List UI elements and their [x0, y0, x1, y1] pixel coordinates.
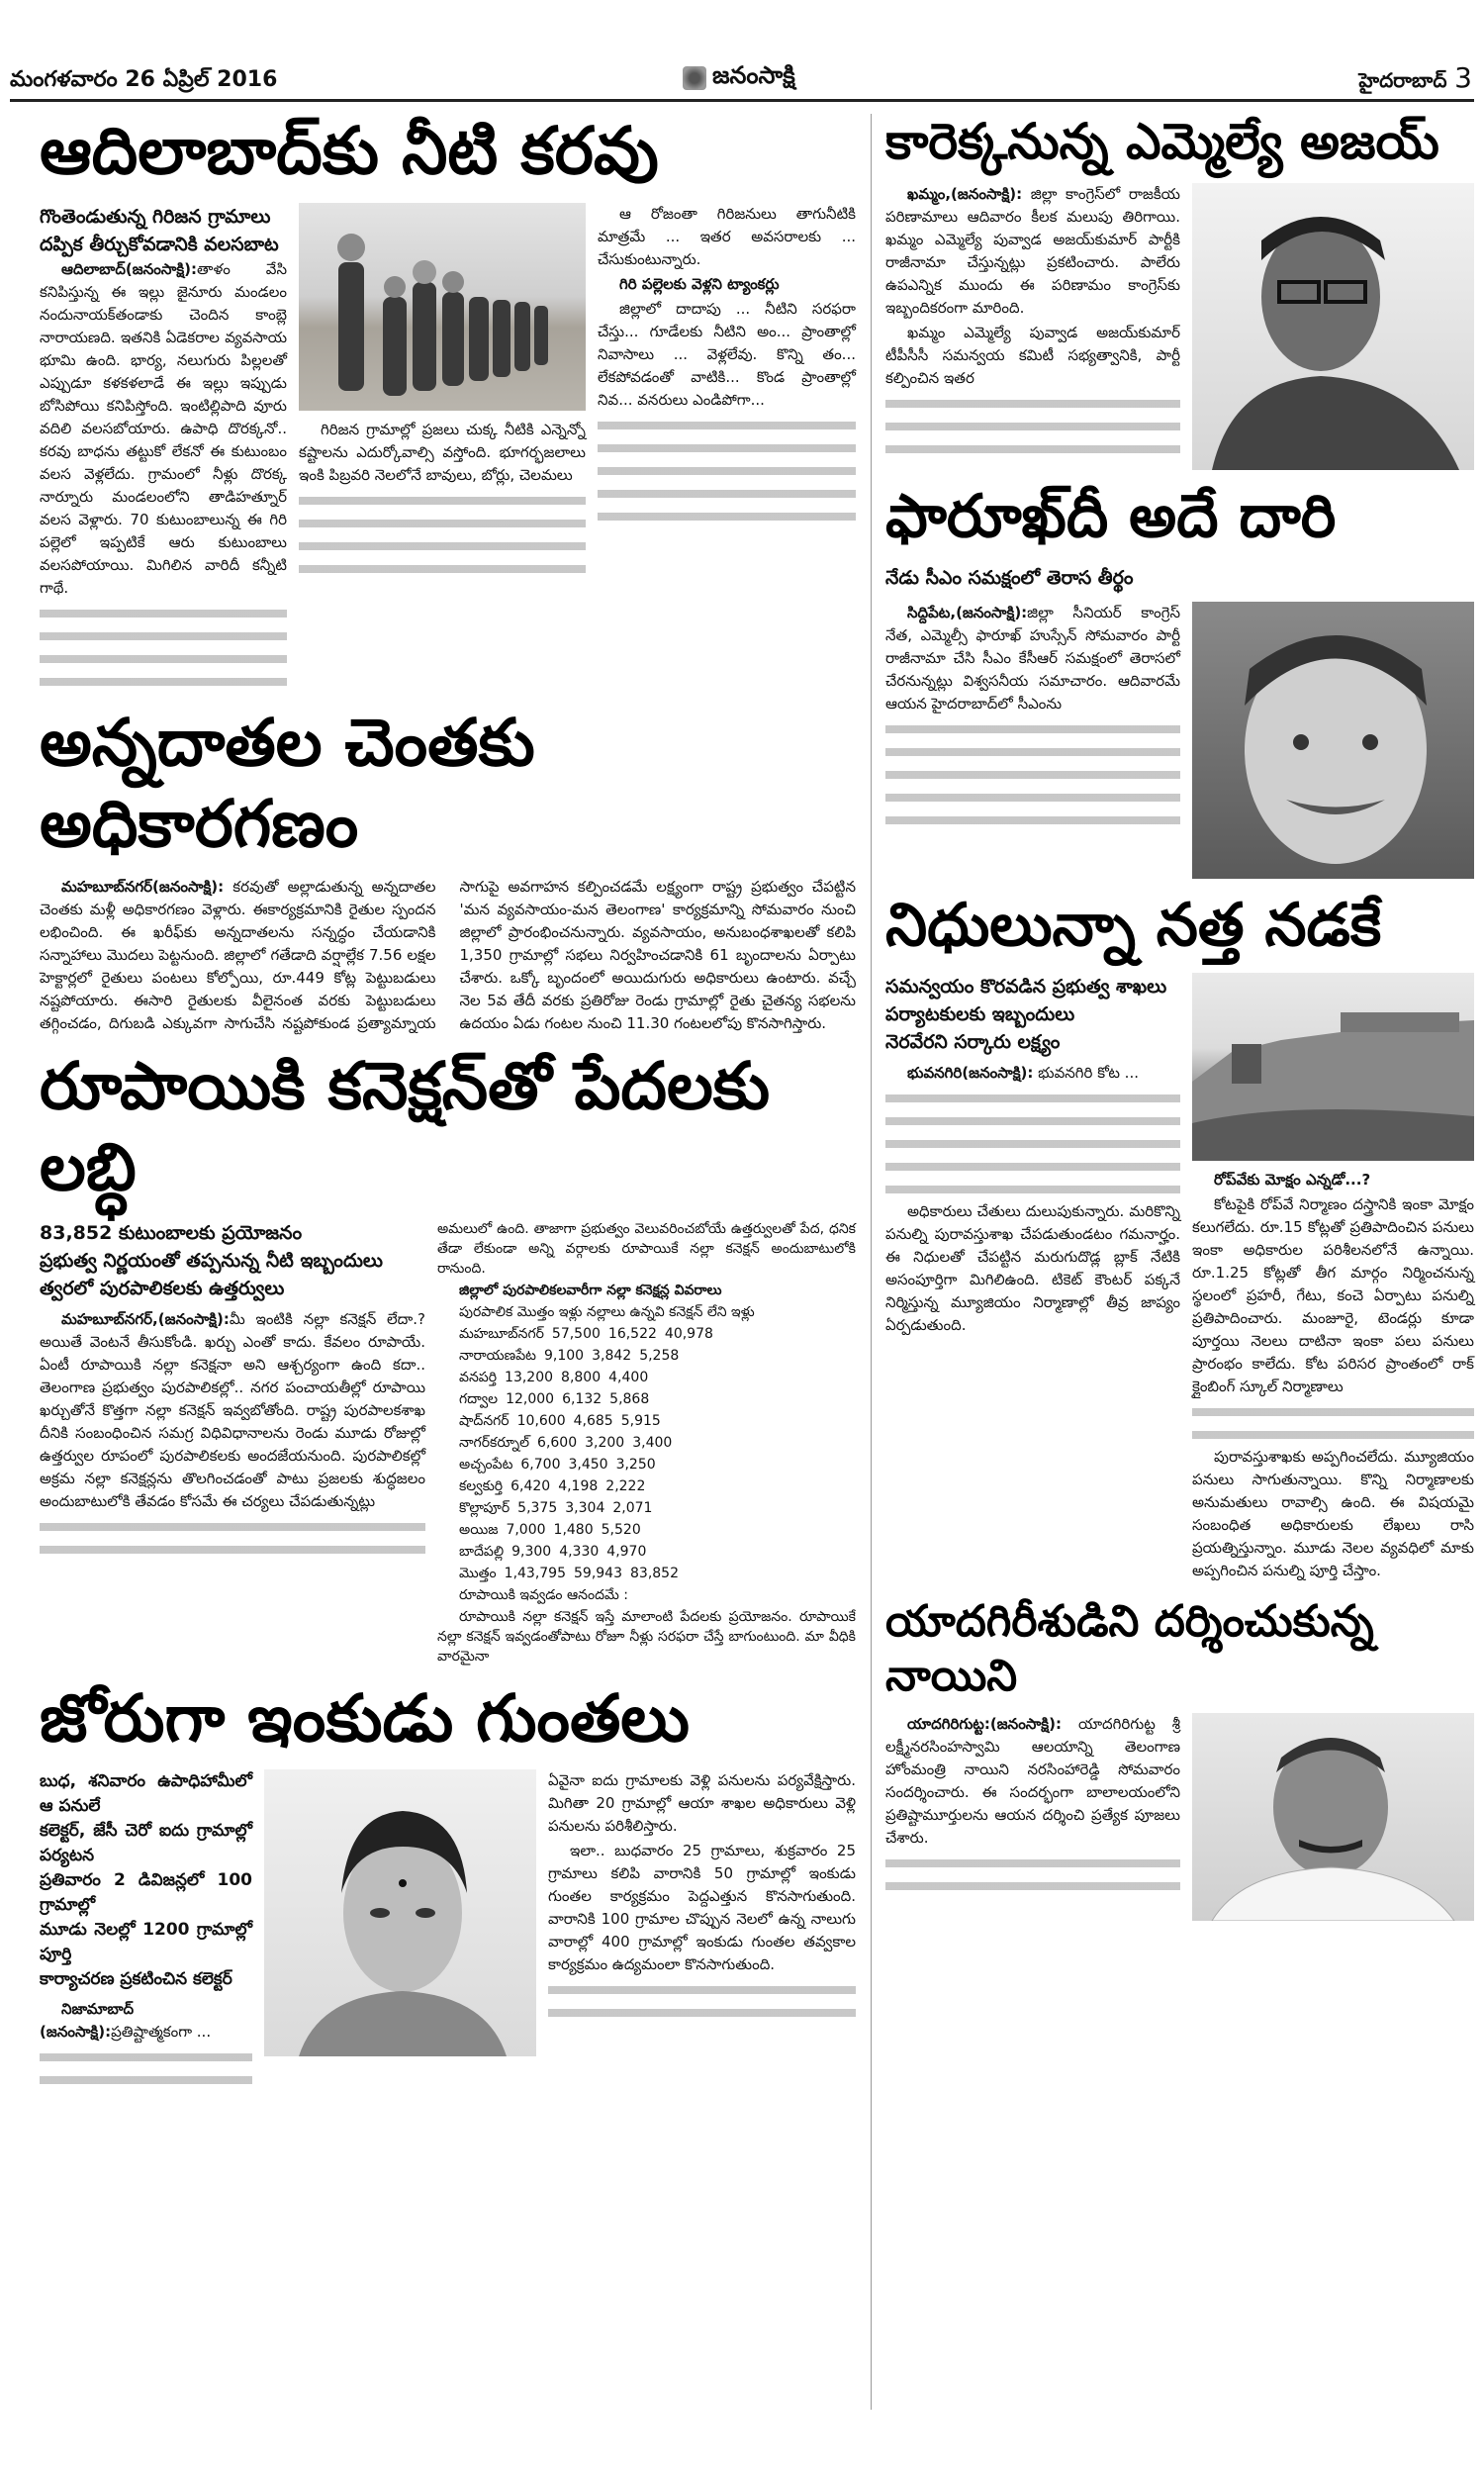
table-cell-total: 7,000 [506, 1521, 546, 1538]
table-cell-without: 83,852 [630, 1565, 679, 1581]
section-heading: రూపాయికి ఇవ్వడం ఆనందమే : [459, 1586, 628, 1603]
paper-name: జనంసాక్షి [712, 61, 795, 89]
table-row [437, 1476, 856, 1496]
left-column [40, 111, 856, 2091]
table-cell-with: 59,943 [574, 1565, 622, 1581]
photo-collector [264, 1769, 536, 2056]
table-cell-without: 4,400 [608, 1369, 649, 1385]
headline-farooq: ఫారూఖ్‌దీ అదే దారి [885, 481, 1337, 551]
dateline: మహబూబ్‌నగర్(జనంసాక్షి): [61, 877, 225, 896]
table-cell-without: 2,071 [612, 1499, 653, 1516]
table-cell-town: అయిజ [459, 1521, 499, 1538]
table-cell-without: 5,915 [620, 1412, 661, 1429]
body-text: ఖమ్మం ఎమ్మెల్యే పువ్వాడ అజయ్‌కుమార్ టీపీసీసీ సమన్వయ కమిటీ సభ్యత్వానికి, పార్టీ కల్పించిన ఇతర [885, 323, 1180, 387]
article-rupayi [40, 1219, 856, 1668]
dateline: ఖమ్మం,(జనంసాక్షి): [907, 184, 1023, 203]
subhead: దప్పిక తీర్చుకోవడానికి వలసబాట [40, 233, 279, 255]
table-cell-with: 8,800 [561, 1369, 602, 1385]
article-body-annadata [40, 876, 856, 1036]
subhead-farooq: నేడు సీఎం సమక్షంలో తెరాస తీర్థం [885, 566, 1134, 589]
subheads-adilabad [40, 203, 287, 258]
masthead-rule [10, 99, 1474, 102]
article-body-adilabad [40, 203, 287, 693]
table-cell-town: వనపర్తి [459, 1369, 498, 1385]
photo-mla-ajay [1192, 183, 1474, 470]
dateline: మహబూబ్‌నగర్,(జనంసాక్షి): [61, 1309, 230, 1328]
body-text-continued [885, 717, 1180, 831]
body-text: కోటపైకి రోప్‌వే నిర్మాణం దస్త్రానికి ఇంకా మోక్షం కలుగలేదు. రూ.15 కోట్లతో ప్రతిపాదించిన పనులు ఇంకా అధికారుల పరిశీలనలోనే ఉన్నాయి. రూ.1.25 కోట్లతో తీగ మార్గం నిర్మించనున్న స్థలంలో ప్రహరీ, గేటు, కంచె ఏర్పాటు పనుల్ని ప్రతిపాదించారు. మంజూరై, టెండర్లు కూడా పూర్తయి నెలలు దాటినా ఇంకా పలు పనులు ప్రారంభం కాలేదు. కోట పరిసర ప్రాంతంలో రాక్ క్లైంబింగ్ స్కూల్ నిర్మాణాలు [1192, 1194, 1474, 1395]
body-text-continued [885, 392, 1180, 460]
subhead: పర్యాటకులకు ఇబ్బందులు [885, 1002, 1075, 1025]
table-cell-with: 6,132 [562, 1390, 603, 1407]
body-text: ఏవైనా ఐదు గ్రామాలకు వెళ్లి పనులను పర్యవేక్షిస్తారు. మిగితా 20 గ్రామాల్లో ఆయా శాఖల అధికారులు వెళ్లి పనులను పరిశీలిస్తారు. [548, 1771, 856, 1835]
article-body-rupayi-col2 [437, 1219, 856, 1668]
article-body-rupayi [40, 1219, 425, 1561]
headline-annadata: అన్నదాతల చెంతకు అధికారగణం [40, 704, 535, 862]
table-cell-without: 3,250 [615, 1456, 656, 1473]
dateline: నిజామాబాద్ (జనంసాక్షి): [40, 2000, 135, 2041]
body-text: జిల్లాలో దాదాపు ... నీటిని సరఫరా చేస్తు... గూడేలకు నీటిని అం... ప్రాంతాల్లో నివాసాలు ... వెళ్లలేవు. కొన్ని తం... లేకపోవడంతో వాటికి... కొండ ప్రాంతాల్లో నివ... వనరులు ఎండిపోగా... [598, 299, 856, 409]
table-cell-without: 4,970 [606, 1543, 647, 1560]
table-row [437, 1455, 856, 1475]
section-heading: రోప్‌వేకు మోక్షం ఎన్నడో...? [1214, 1170, 1371, 1189]
body-text: జిల్లా కాంగ్రెస్‌లో రాజకీయ పరిణామాలు ఆదివారం కీలక మలుపు తిరిగాయి. ఖమ్మం ఎమ్మెల్యే పువ్వాడ అజయ్‌కుమార్ పార్టీకి రాజీనామా చేస్తున్నట్లు ప్రకటించారు. పాలేరు ఉపఎన్నిక ముందు ఈ పరిణామం కాంగ్రెస్‌కు ఇబ్బందికరంగా మారింది. [885, 184, 1180, 317]
table-cell-with: 1,480 [553, 1521, 594, 1538]
headline-yadagiri: యాదగిరీశుడిని దర్శించుకున్న నాయిని [885, 1595, 1374, 1701]
article-body-farooq [885, 602, 1180, 831]
table-cell-town: మొత్తం [459, 1565, 497, 1581]
photo-farooq-hussain [1192, 602, 1474, 879]
table-cell-total: 6,600 [537, 1434, 578, 1451]
table-row [437, 1389, 856, 1409]
table-cell-town: బాదేపల్లి [459, 1543, 505, 1560]
body-text-continued [299, 489, 586, 580]
table-cell-town: అచ్చంపేట [459, 1456, 513, 1473]
subhead: మూడు నెలల్లో 1200 గ్రామాల్లో పూర్తి [40, 1920, 252, 1964]
photo-bhuvanagiri-fort [1192, 973, 1474, 1161]
body-text-continued [40, 602, 287, 693]
portrait-image [1192, 602, 1474, 879]
table-row [437, 1368, 856, 1387]
body-text-continued [885, 1087, 1180, 1200]
body-text: పురావస్తుశాఖకు అప్పగించలేదు. మ్యూజియం పనులు సాగుతున్నాయి. కొన్ని నిర్మాణాలకు అనుమతులు రావాల్సి ఉంది. ఈ విషయమై సంబంధిత అధికారులకు లేఖలు రాసి ప్రయత్నిస్తున్నాం. మూడు నెలల వ్యవధిలో మాకు అప్పగించిన పనుల్ని పూర్తి చేస్తాం. [1192, 1447, 1474, 1579]
subheads-jorugaa [40, 1769, 252, 1992]
subhead: సమన్వయం కొరవడిన ప్రభుత్వ శాఖలు [885, 975, 1167, 998]
subhead: బుధ, శనివారం ఉపాధిహామీలో ఆ పనులే [40, 1771, 252, 1816]
table-row [437, 1411, 856, 1431]
table-cell-town: కొల్లాపూర్ [459, 1499, 510, 1516]
table-row [437, 1433, 856, 1453]
women-carrying-pots-image [299, 203, 586, 411]
body-text: అమలులో ఉంది. తాజాగా ప్రభుత్వం వెలువరించబోయే ఉత్తర్వులతో పేద, ధనిక తేడా లేకుండా అన్ని వర్గాలకు రూపాయికే నల్లా కనెక్షన్ అందుబాటులోకి రానుంది. [437, 1220, 856, 1277]
body-text-continued [885, 1852, 1180, 1897]
table-cell-without: 2,222 [605, 1477, 646, 1494]
logo-icon [683, 66, 706, 90]
table-cell-total: 57,500 [551, 1325, 601, 1342]
article-nidhulunna [885, 973, 1474, 1584]
table-cell-town: గద్వాల [459, 1390, 499, 1407]
body-text: యాదగిరిగుట్ట శ్రీ లక్ష్మీనరసింహస్వామి ఆలయాన్ని తెలంగాణ హోంమంత్రి నాయిని నరసింహారెడ్డి సోమవారం సందర్శించారు. ఈ సందర్భంగా బాలాలయంలోని ప్రతిష్టామూర్తులను ఆయన దర్శించి ప్రత్యేక పూజలు చేశారు. [885, 1714, 1180, 1847]
connections-table [437, 1324, 856, 1585]
article-farooq [885, 602, 1474, 879]
subhead: ప్రతివారం 2 డివిజన్లలో 100 గ్రామాల్లో [40, 1870, 252, 1915]
article-yadagiri [885, 1713, 1474, 1921]
table-cell-with: 3,842 [592, 1347, 632, 1364]
subhead: కలెక్టర్, జేసీ చెరో ఐదు గ్రామాల్లో పర్యటన [40, 1821, 252, 1865]
photo-naini-narasimha-reddy [1192, 1713, 1474, 1921]
body-text-continued [1192, 1400, 1474, 1446]
table-cell-total: 6,700 [520, 1456, 561, 1473]
table-cell-with: 4,685 [573, 1412, 613, 1429]
table-cell-without: 40,978 [664, 1325, 713, 1342]
subhead: 83,852 కుటుంబాలకు ప్రయోజనం [40, 1221, 303, 1244]
photo-caption: గిరిజన గ్రామాల్లో ప్రజలు చుక్క నీటికి ఎన్నెన్నో కష్టాలను ఎదుర్కోవాల్సి వస్తోంది. భూగర్భజలాలు ఇంకి పిబ్రవరి నెలలోనే బావులు, బోర్లు, చెలమలు [299, 420, 586, 484]
subhead: ప్రభుత్వ నిర్ణయంతో తప్పనున్న నీటి ఇబ్బందులు [40, 1249, 383, 1272]
table-cell-town: నారాయణపేట [459, 1347, 536, 1364]
issue-date: మంగళవారం 26 ఏప్రిల్ 2016 [10, 67, 278, 92]
table-cell-without: 5,258 [639, 1347, 680, 1364]
section-heading: గిరి పల్లెలకు వెళ్లని ట్యాంకర్లు [619, 274, 780, 293]
table-cell-total: 9,100 [544, 1347, 585, 1364]
article-jorugaa [40, 1769, 856, 2091]
right-column [885, 111, 1474, 1921]
table-cell-total: 1,43,795 [504, 1565, 566, 1581]
subhead: కార్యాచరణ ప్రకటించిన కలెక్టర్ [40, 1969, 232, 1989]
dateline: యాదగిరిగుట్ట:(జనంసాక్షి): [907, 1714, 1062, 1733]
table-cell-with: 4,198 [558, 1477, 599, 1494]
table-cell-with: 3,304 [565, 1499, 605, 1516]
article-body-jorugaa-col2 [548, 1769, 856, 2024]
subheads-nidhulunna [885, 973, 1180, 1056]
dateline: భువనగిరి(జనంసాక్షి): [907, 1063, 1034, 1082]
body-text: మీ ఇంటికి నల్లా కనెక్షన్ లేదా.? అయితే వెంటనే తీసుకోండి. ఖర్చు ఎంతో కాదు. కేవలం రూపాయే. ఏంటీ రూపాయికి నల్లా కనెక్షనా అని ఆశ్చర్యంగా ఉంది కదా.. తెలంగాణ ప్రభుత్వం పురపాలికల్లో.. నగర పంచాయతీల్లో రూపాయి ఖర్చుతోనే కొత్తగా నల్లా కనెక్షన్ ఇవ్వబోతోంది. రాష్ట్ర పురపాలకశాఖ దీనికి సంబంధించిన సమగ్ర విధివిధానాలను రెండు మూడు రోజుల్లో ఉత్తర్వుల రూపంలో పురపాలికలకు అందజేయనుంది. పురపాలికల్లో అక్రమ నల్లా కనెక్షన్లను తొలగించడంతో పాటు ప్రజలకు శుద్ధజలం అందుబాటులోకి తేవడం కోసమే ఈ చర్యలు చేపడుతున్నట్లు [40, 1309, 425, 1510]
body-text: భువనగిరి కోట ... [1038, 1063, 1139, 1082]
subhead: నెరవేరని సర్కారు లక్ష్యం [885, 1030, 1061, 1053]
headline-nidhulunna: నిధులున్నా నత్త నడకే [885, 890, 1382, 960]
masthead-logo [683, 61, 795, 95]
table-cell-with: 4,330 [559, 1543, 600, 1560]
table-row [437, 1346, 856, 1366]
table-cell-with: 16,522 [607, 1325, 657, 1342]
table-row [437, 1564, 856, 1583]
article-ajay [885, 183, 1474, 470]
body-text-continued [40, 2046, 252, 2091]
portrait-image [264, 1769, 536, 2056]
subheads-rupayi [40, 1219, 425, 1302]
headline-ajay: కారెక్కనున్న ఎమ్మెల్యే అజయ్ [885, 113, 1439, 170]
article-body-yadagiri [885, 1713, 1180, 1897]
body-text: ఆ రోజంతా గిరిజనులు తాగునీటికి మాత్రమే ... ఇతర అవసరాలకు ... చేసుకుంటున్నారు. [598, 204, 856, 268]
table-row [437, 1498, 856, 1518]
table-row [437, 1324, 856, 1344]
table-cell-total: 12,000 [506, 1390, 555, 1407]
article-body-adilabad-col2 [299, 203, 586, 580]
table-cell-total: 13,200 [505, 1369, 554, 1385]
portrait-image [1192, 183, 1474, 470]
body-text-continued [548, 1978, 856, 2024]
table-cell-without: 5,868 [609, 1390, 650, 1407]
dateline: సిద్దిపేట,(జనంసాక్షి): [907, 603, 1028, 621]
table-cell-total: 6,420 [510, 1477, 551, 1494]
table-title: జిల్లాలో పురపాలికలవారీగా నల్లా కనెక్షన్ల వివరాలు [459, 1282, 722, 1298]
portrait-image [1192, 1713, 1474, 1921]
table-cell-town: నాగర్‌కర్నూల్ [459, 1434, 530, 1451]
edition: హైదరాబాద్ [1358, 68, 1447, 92]
article-body-ajay [885, 183, 1180, 460]
dateline: ఆదిలాబాద్(జనంసాక్షి): [61, 259, 198, 278]
subhead: గొంతెండుతున్న గిరిజన గ్రామాలు [40, 205, 271, 228]
photo-tribal-women-carrying-water [299, 203, 586, 411]
table-cell-town: షాద్‌నగర్ [459, 1412, 510, 1429]
edition-page [1358, 61, 1472, 97]
headline-adilabad: ఆదిలాబాద్‌కు నీటి కరవు [40, 113, 659, 189]
column-divider [871, 114, 872, 2410]
table-cell-with: 3,200 [585, 1434, 625, 1451]
article-body-nidhulunna-col2 [1192, 973, 1474, 1584]
table-header: పురపాలిక మొత్తం ఇళ్లు నల్లాలు ఉన్నవి కనెక్షన్ లేని ఇళ్లు [459, 1303, 755, 1320]
page-number: 3 [1454, 61, 1472, 94]
body-text: ఇలా.. బుధవారం 25 గ్రామాలు, శుక్రవారం 25 గ్రామాలు కలిపి వారానికి 50 గ్రామాల్లో ఇంకుడు గుంతల కార్యక్రమం పెద్దఎత్తున కొనసాగుతుంది. వారానికి 100 గ్రామాల చొప్పున నెలలో ఉన్న నాలుగు వారాల్లో 400 గ్రామాల్లో ఇంకుడు గుంతల తవ్వకాల కార్యక్రమం ఉద్యమంలా కొనసాగుతుంది. [548, 1842, 856, 1973]
body-text: రూపాయికి నల్లా కనెక్షన్ ఇస్తే మాలాంటి పేదలకు ప్రయోజనం. రూపాయికే నల్లా కనెక్షన్ ఇవ్వడంతోపాటు రోజూ నీళ్లు సరఫరా చేస్తే బాగుంటుంది. మా వీధికి వారమైనా [437, 1608, 856, 1665]
body-text: కరవుతో అల్లాడుతున్న అన్నదాతల చెంతకు మళ్లీ అధికారగణం వెళ్లారు. ఈకార్యక్రమానికి రైతుల స్పందన లభించింది. ఈ ఖరీఫ్‌కు అన్నదాతలను సన్నద్ధం చేయడానికి సన్నాహాలు మొదలు పెట్టనుంది. జిల్లాలో గతేడాది వర్షాల్లేక 7.56 లక్షల హెక్టార్లలో రైతులు పంటలు కోల్పోయి, రూ.449 కోట్ల పెట్టుబడులు నష్టపోయారు. ఈసారి రైతులకు వీలైనంత వరకు పెట్టుబడులు తగ్గించడం, దిగుబడి ఎక్కువగా సాగుచేసి నష్టపోకుండ ప్రత్యామ్నాయ సాగుపై అవగాహన కల్పించడమే లక్ష్యంగా రాష్ట్ర ప్రభుత్వం చేపట్టిన 'మన వ్యవసాయం-మన తెలంగాణ' కార్యక్రమాన్ని సోమవారం నుంచి జిల్లాలో ప్రారంభించనున్నారు. వ్యవసాయం, అనుబంధశాఖలతో కలిపి 1,350 గ్రామాల్లో సభలు నిర్వహించడానికి 61 బృందాలను ఏర్పాటు చేశారు. ఒక్కో బృందంలో అయిదుగురు అధికారులు ఉంటారు. వచ్చే నెల 5వ తేదీ వరకు ప్రతిరోజు రెండు గ్రామాల్లో రైతు చైతన్య సభలను ఉదయం ఏడు గంటల నుంచి 11.30 గంటలలోపు కొనసాగిస్తారు. [40, 877, 856, 1032]
table-cell-total: 9,300 [511, 1543, 552, 1560]
table-cell-total: 10,600 [516, 1412, 566, 1429]
table-cell-with: 3,450 [568, 1456, 608, 1473]
headline-rupayi: రూపాయికి కనెక్షన్‌తో పేదలకు లబ్ధి [40, 1047, 771, 1205]
fort-image [1192, 973, 1474, 1161]
article-body-jorugaa [40, 1769, 252, 2091]
table-cell-total: 5,375 [517, 1499, 558, 1516]
article-adilabad [40, 203, 856, 693]
article-body-nidhulunna [885, 973, 1180, 1339]
table-row [437, 1520, 856, 1540]
table-cell-without: 5,520 [601, 1521, 641, 1538]
table-cell-town: మహబూబ్‌నగర్ [459, 1325, 544, 1342]
table-cell-without: 3,400 [632, 1434, 673, 1451]
table-row [437, 1542, 856, 1562]
body-text: అధికారులు చేతులు దులుపుకున్నారు. మరికొన్ని పనుల్ని పురావస్తుశాఖ చేపడుతుండటం గమనార్హం. ఈ నిధులతో చేపట్టిన మరుగుదొడ్ల బ్లాక్ నేటికి అసంపూర్తిగా మిగిలిఉంది. టికెట్ కౌంటర్ పక్కనే నిర్మిస్తున్న మ్యూజియం నిర్మాణాల్లో తీవ్ర జాప్యం ఏర్పడుతుంది. [885, 1201, 1180, 1334]
subhead: త్వరలో పురపాలికలకు ఉత్తర్వులు [40, 1277, 285, 1299]
body-text: ప్రతిష్టాత్మకంగా ... [111, 2023, 212, 2041]
body-text-continued [40, 1515, 425, 1561]
body-text-continued [598, 414, 856, 527]
table-cell-town: కల్వకుర్తి [459, 1477, 504, 1494]
body-text: జిల్లా సీనియర్ కాంగ్రెస్ నేత, ఎమ్మెల్సీ ఫారూఖ్ హుస్సేన్ సోమవారం పార్టీ రాజీనామా చేసి సీఎం కేసీఆర్ సమక్షంలో తెరాసలో చేరనున్నట్లు విశ్వసనీయ సమాచారం. ఆదివారమే ఆయన హైదరాబాద్‌లో సీఎంను [885, 603, 1180, 713]
body-text: తాళం వేసి కనిపిస్తున్న ఈ ఇల్లు జైనూరు మండలం నందునాయక్‌తండాకు చెందిన కాంబ్లె నారాయణది. ఇతనికి ఏడెకరాల వ్యవసాయ భూమి ఉంది. భార్య, నలుగురు పిల్లలతో ఎప్పుడూ కళకళలాడే ఈ ఇల్లు ఇప్పుడు బోసిపోయి కనిపిస్తోంది. ఇంటిల్లిపాది వూరు వదిలి వలసబోయారు. ఉపాధి దొరక్కనో.. కరవు బాధను తట్టుకో లేకనో ఈ కుటుంబం వలస వెళ్లలేదు. గ్రామంలో నీళ్లు దొరక్క నార్నూరు మండలంలోని తాడిహత్నూర్ వలస వెళ్లారు. 70 కుటుంబాలున్న ఈ గిరి పల్లెలో ఇప్పటికే ఆరు కుటుంబాలు వలసపోయాయి. మిగిలిన వారిదీ కన్నీటి గాథే. [40, 259, 287, 597]
headline-jorugaa: జోరుగా ఇంకుడు గుంతలు [40, 1679, 690, 1757]
article-body-adilabad-col3 [598, 203, 856, 527]
